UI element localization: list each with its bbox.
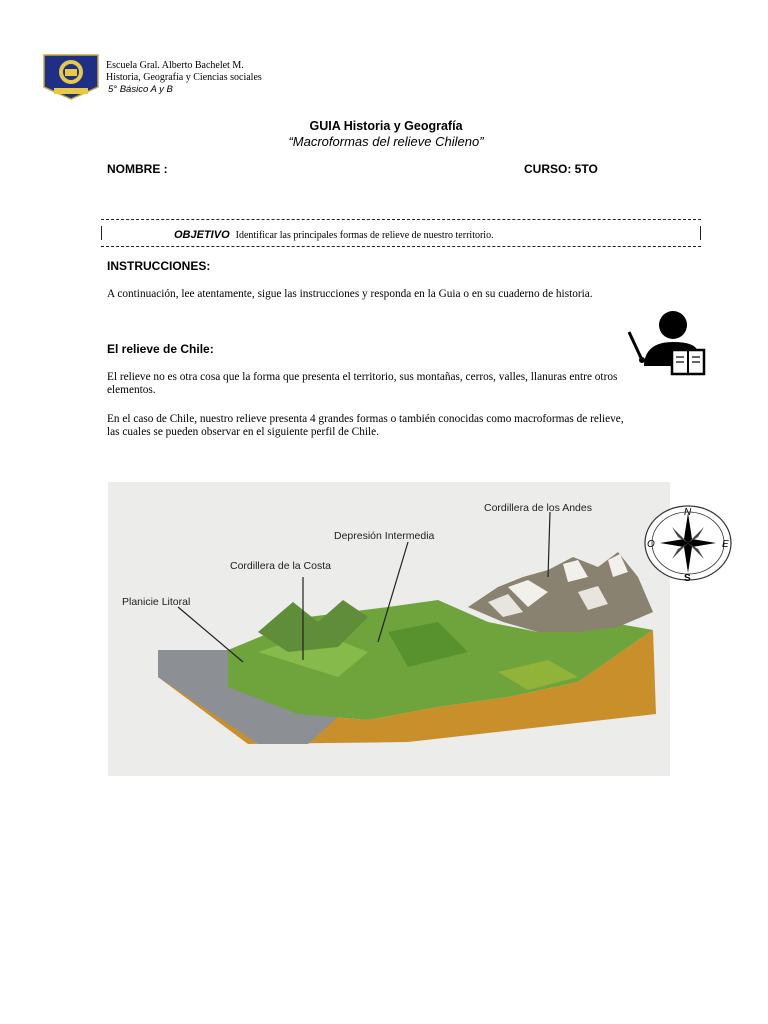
page-title: GUIA Historia y Geografía xyxy=(309,119,463,133)
school-name: Escuela Gral. Alberto Bachelet M. xyxy=(106,60,244,71)
label-depresion: Depresión Intermedia xyxy=(334,530,435,542)
instructions-text: A continuación, lee atentamente, sigue las instrucciones y responda en la Guia o en su cuaderno de historia. xyxy=(107,288,593,300)
grade: 5° Básico A y B xyxy=(108,84,173,95)
teacher-icon xyxy=(626,308,708,378)
compass-n: N xyxy=(684,507,692,518)
relief-paragraph-1: El relieve no es otra cosa que la forma que presenta el territorio, sus montañas, cerros, valles, llanuras entre otros elementos. xyxy=(107,371,618,396)
nombre-label: NOMBRE : xyxy=(107,162,168,176)
page-subtitle: “Macroformas del relieve Chileno” xyxy=(288,134,484,149)
relief-profile-illustration xyxy=(108,482,670,776)
subject-name: Historia, Geografía y Ciencias sociales xyxy=(106,72,262,83)
relief-profile-diagram xyxy=(108,482,670,776)
instructions-heading: INSTRUCCIONES: xyxy=(107,259,211,273)
compass-s: S xyxy=(684,573,691,583)
school-crest-icon xyxy=(42,53,100,101)
curso-label: CURSO: 5TO xyxy=(524,162,598,176)
objective-label: OBJETIVO xyxy=(174,229,230,241)
relief-heading: El relieve de Chile: xyxy=(107,342,214,356)
label-planicie-litoral: Planicie Litoral xyxy=(122,596,191,608)
compass-rose-icon xyxy=(642,503,734,583)
objective-text: Identificar las principales formas de relieve de nuestro territorio. xyxy=(235,230,494,241)
relief-paragraph-2: En el caso de Chile, nuestro relieve presenta 4 grandes formas o también conocidas como macroformas de relieve, las cuales se pueden observar en el siguiente perfil de Chile. xyxy=(107,413,624,438)
compass-o: O xyxy=(647,539,655,550)
objective xyxy=(174,229,494,241)
label-cordillera-costa: Cordillera de la Costa xyxy=(230,560,331,572)
compass-e: E xyxy=(722,539,729,550)
school-info xyxy=(106,60,262,96)
label-andes: Cordillera de los Andes xyxy=(484,502,592,514)
